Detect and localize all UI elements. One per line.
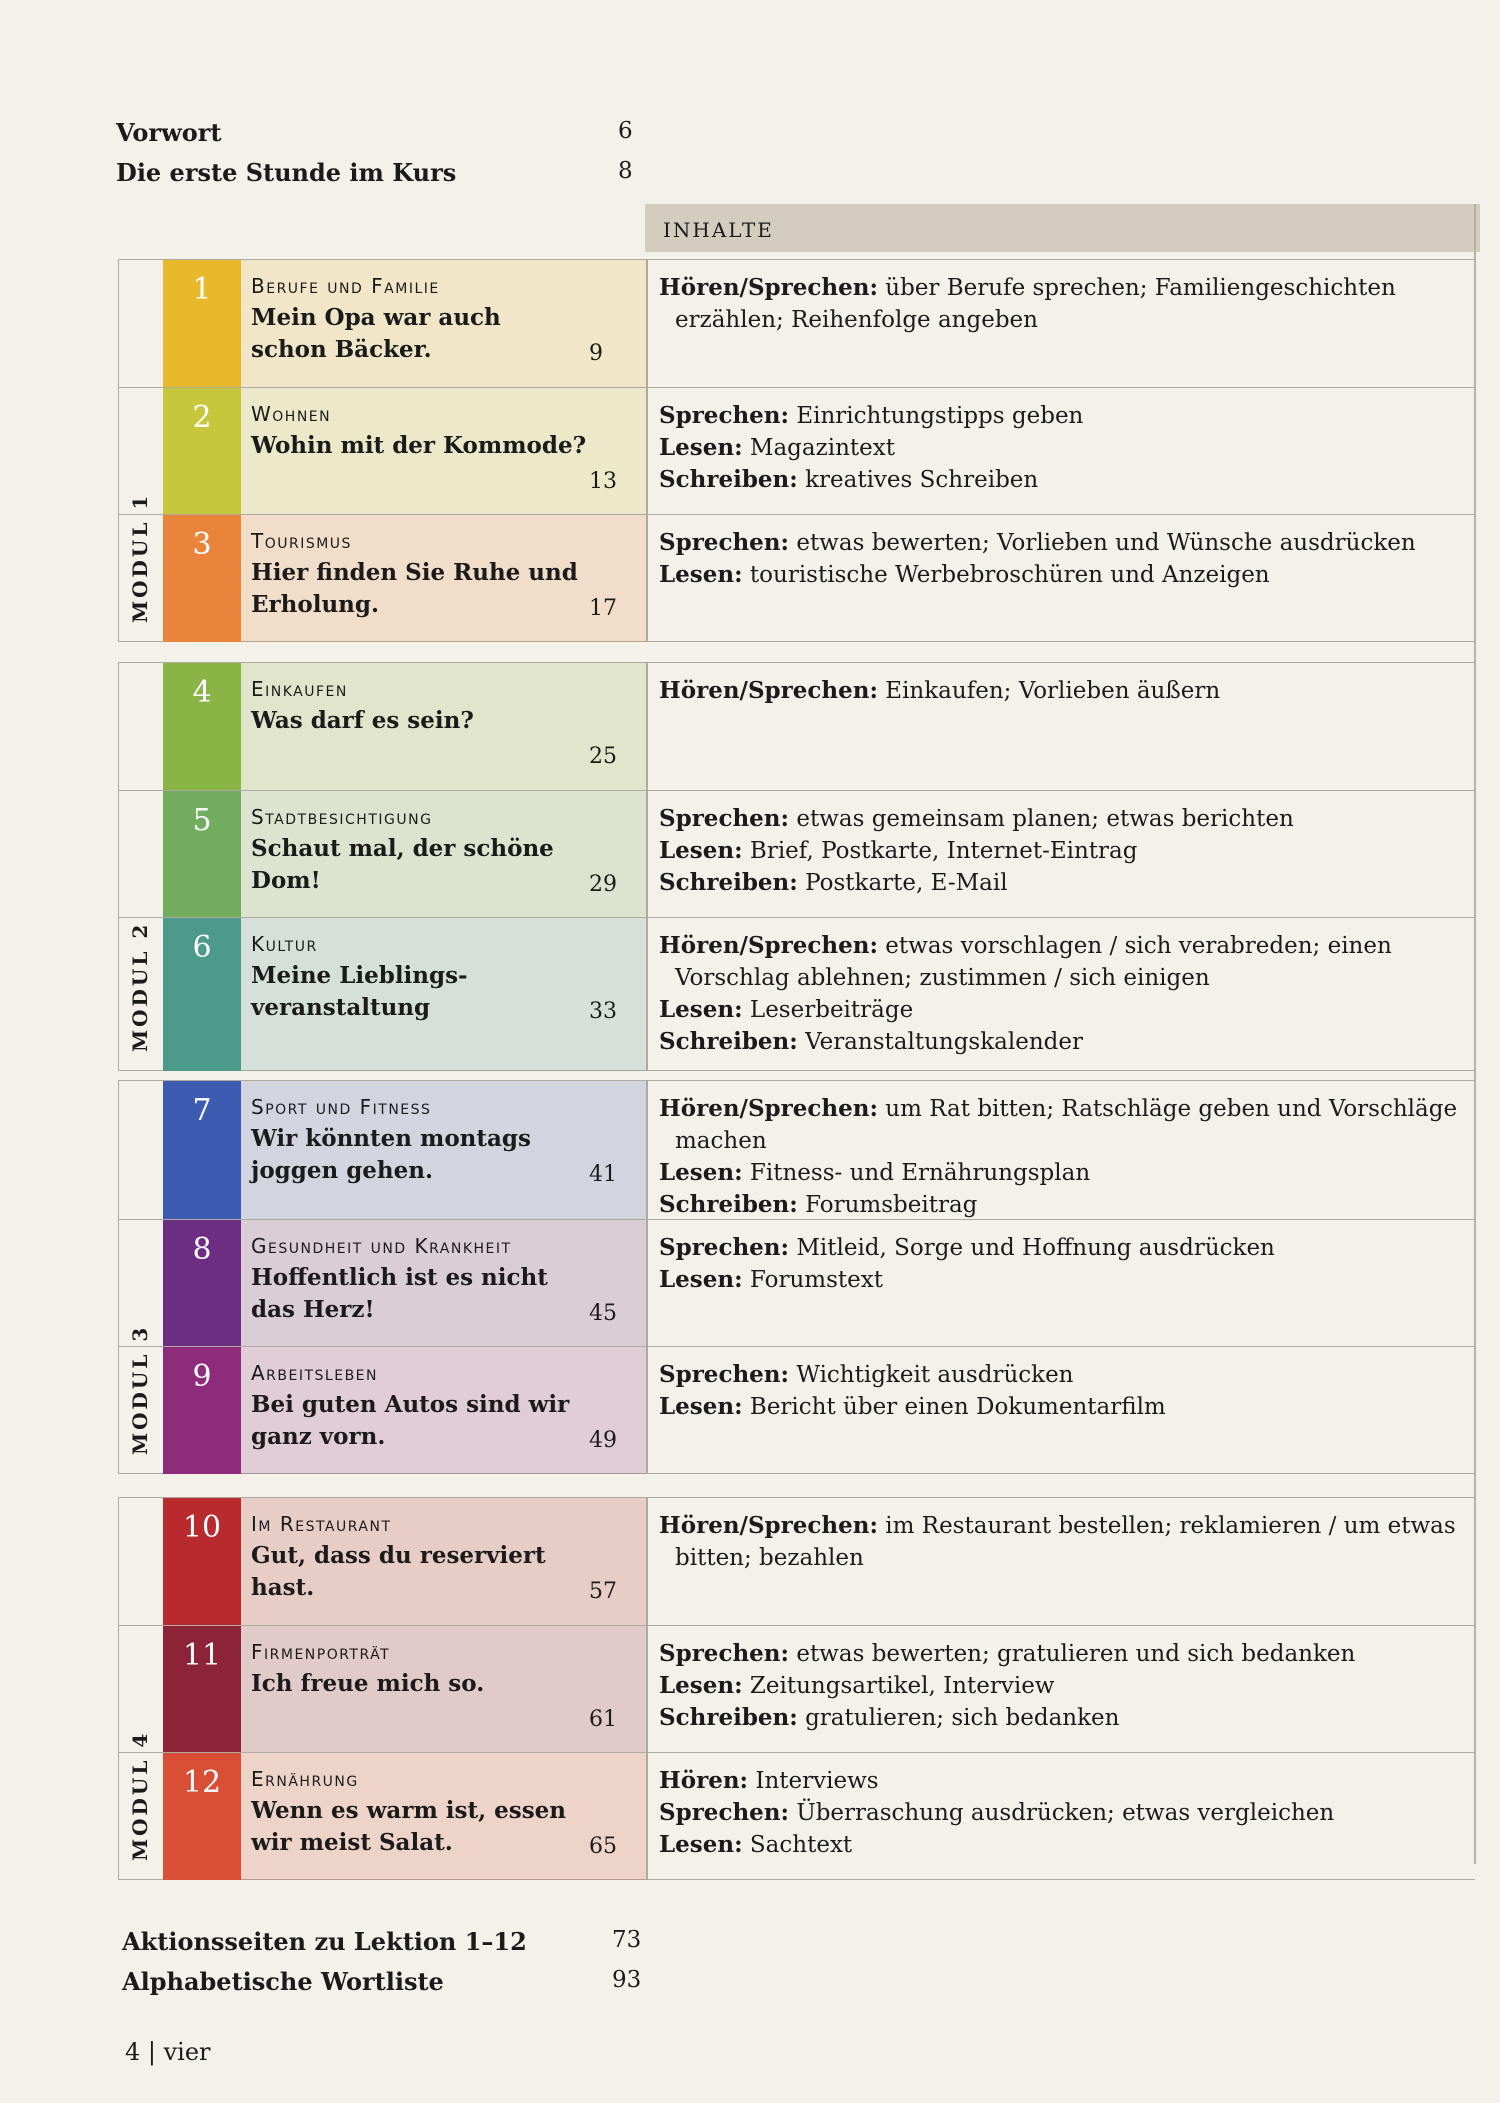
lesson-page-number: 45 (589, 1301, 617, 1326)
content-line (659, 1232, 1459, 1264)
lesson-page-number: 9 (589, 341, 603, 366)
lesson-page-number: 65 (589, 1834, 617, 1859)
content-skill-label: Hören/Sprechen: (659, 677, 878, 704)
content-line (659, 675, 1459, 707)
content-line (659, 930, 1459, 994)
lesson-number: 12 (182, 1765, 222, 1800)
content-skill-text: etwas vorschlagen / sich verabreden; einen Vorschlag ablehnen; zustimmen / sich einigen (675, 933, 1392, 991)
lesson-content (659, 1093, 1459, 1221)
content-line (659, 464, 1459, 496)
lesson-row (119, 1752, 1475, 1880)
content-skill-text: Zeitungsartikel, Interview (749, 1673, 1055, 1699)
inhalte-header-label: INHALTE (663, 218, 774, 242)
content-skill-text: Bericht über einen Dokumentarfilm (749, 1394, 1166, 1420)
content-skill-text: Forumsbeitrag (805, 1192, 978, 1218)
content-skill-text: über Berufe sprechen; Familiengeschichten erzählen; Reihenfolge angeben (675, 275, 1396, 333)
lesson-category: Tourismus (251, 529, 352, 553)
toc-entry-aktionsseiten: Aktionsseiten zu Lektion 1–12 (122, 1927, 527, 1956)
module-block (118, 1080, 1475, 1474)
content-skill-text: im Restaurant bestellen; reklamieren / um etwas bitten; bezahlen (675, 1513, 1456, 1571)
content-skill-text: Forumstext (749, 1267, 883, 1293)
lesson-category: Stadtbesichtigung (251, 805, 433, 829)
content-line (659, 400, 1459, 432)
content-skill-text: etwas gemeinsam planen; etwas berichten (796, 806, 1294, 832)
content-line (659, 1638, 1459, 1670)
content-line (659, 835, 1459, 867)
content-skill-label: Sprechen: (659, 529, 790, 556)
lesson-row (119, 663, 1475, 790)
lesson-number: 5 (192, 803, 212, 838)
lesson-category: Sport und Fitness (251, 1095, 432, 1119)
lesson-page-number: 17 (589, 596, 617, 621)
toc-page-number: 73 (612, 1927, 642, 1953)
lesson-row (119, 1081, 1475, 1219)
column-divider (646, 663, 648, 1070)
module-label-text: MODUL 2 (128, 921, 152, 1052)
lesson-title: Was darf es sein? (251, 707, 474, 734)
content-skill-text: Sachtext (749, 1832, 853, 1858)
lesson-row (119, 1498, 1475, 1625)
content-skill-text: um Rat bitten; Ratschläge geben und Vorschläge machen (675, 1096, 1458, 1154)
content-line (659, 803, 1459, 835)
content-line (659, 272, 1459, 336)
content-line (659, 1765, 1459, 1797)
content-skill-label: Hören: (659, 1767, 749, 1794)
content-skill-label: Lesen: (659, 434, 743, 461)
content-skill-label: Sprechen: (659, 1234, 790, 1261)
content-line (659, 1670, 1459, 1702)
lesson-title: Wenn es warm ist, essen wir meist Salat. (251, 1797, 567, 1856)
content-line (659, 559, 1459, 591)
content-line (659, 1359, 1459, 1391)
content-line (659, 1093, 1459, 1157)
lesson-number: 6 (192, 930, 212, 965)
content-skill-label: Sprechen: (659, 1361, 790, 1388)
content-skill-label: Lesen: (659, 1831, 743, 1858)
content-line (659, 1391, 1459, 1423)
lesson-row (119, 1625, 1475, 1753)
lesson-row (119, 387, 1475, 515)
content-line (659, 1797, 1459, 1829)
lesson-title: Ich freue mich so. (251, 1670, 485, 1697)
module-label-text: MODUL 1 (128, 492, 152, 623)
lesson-row (119, 917, 1475, 1071)
lesson-category: Wohnen (251, 402, 332, 426)
module-block (118, 1497, 1475, 1880)
lesson-content (659, 1359, 1459, 1423)
content-skill-text: Wichtigkeit ausdrücken (796, 1362, 1074, 1388)
content-skill-label: Schreiben: (659, 869, 798, 896)
lesson-number: 7 (192, 1093, 212, 1128)
content-skill-text: etwas bewerten; Vorlieben und Wünsche ausdrücken (796, 530, 1416, 556)
lesson-content (659, 1232, 1459, 1296)
lesson-content (659, 400, 1459, 496)
lesson-title: Wir könnten montags joggen gehen. (251, 1125, 531, 1184)
lesson-number: 9 (192, 1359, 212, 1394)
inhalte-header (645, 204, 1480, 252)
content-skill-text: Brief, Postkarte, Internet-Eintrag (749, 838, 1138, 864)
content-line (659, 1702, 1459, 1734)
lesson-content (659, 930, 1459, 1058)
content-skill-label: Hören/Sprechen: (659, 932, 878, 959)
toc-page-number: 8 (618, 158, 633, 184)
content-skill-label: Sprechen: (659, 1799, 790, 1826)
content-line (659, 1189, 1459, 1221)
content-skill-label: Lesen: (659, 996, 743, 1023)
content-line (659, 432, 1459, 464)
lesson-category: Berufe und Familie (251, 274, 440, 298)
toc-page-number: 93 (612, 1967, 642, 1993)
lesson-category: Arbeitsleben (251, 1361, 378, 1385)
lesson-category: Im Restaurant (251, 1512, 392, 1536)
lesson-content (659, 1638, 1459, 1734)
lesson-title: Schaut mal, der schöne Dom! (251, 835, 554, 894)
content-skill-text: Magazintext (749, 435, 895, 461)
lesson-page-number: 49 (589, 1428, 617, 1453)
content-skill-label: Sprechen: (659, 1640, 790, 1667)
content-skill-text: Mitleid, Sorge und Hoffnung ausdrücken (796, 1235, 1275, 1261)
module-label-text: MODUL 3 (128, 1324, 152, 1455)
lesson-number: 10 (182, 1510, 222, 1545)
content-skill-text: Fitness- und Ernährungsplan (749, 1160, 1091, 1186)
module-block (118, 662, 1475, 1071)
content-skill-label: Hören/Sprechen: (659, 1095, 878, 1122)
content-skill-label: Hören/Sprechen: (659, 1512, 878, 1539)
content-skill-label: Lesen: (659, 1393, 743, 1420)
lesson-page-number: 13 (589, 469, 617, 494)
content-line (659, 1510, 1459, 1574)
content-skill-text: Überraschung ausdrücken; etwas vergleichen (796, 1800, 1335, 1826)
content-line (659, 867, 1459, 899)
content-skill-text: Postkarte, E-Mail (805, 870, 1008, 896)
content-skill-text: gratulieren; sich bedanken (805, 1705, 1120, 1731)
lesson-title: Meine Lieblings- veranstaltung (251, 962, 468, 1021)
content-skill-label: Schreiben: (659, 1028, 798, 1055)
content-skill-text: Leserbeiträge (749, 997, 914, 1023)
lesson-title: Hier finden Sie Ruhe und Erholung. (251, 559, 578, 618)
lesson-row (119, 514, 1475, 642)
toc-entry-wortliste: Alphabetische Wortliste (122, 1967, 444, 1996)
lesson-page-number: 29 (589, 872, 617, 897)
lesson-title: Mein Opa war auch schon Bäcker. (251, 304, 501, 363)
lesson-number: 2 (192, 400, 212, 435)
lesson-page-number: 33 (589, 999, 617, 1024)
lesson-row (119, 260, 1475, 387)
content-line (659, 994, 1459, 1026)
content-skill-label: Schreiben: (659, 466, 798, 493)
lesson-page-number: 25 (589, 744, 617, 769)
content-skill-label: Lesen: (659, 837, 743, 864)
content-skill-text: touristische Werbebroschüren und Anzeigen (749, 562, 1270, 588)
content-skill-label: Lesen: (659, 1159, 743, 1186)
lesson-number: 3 (192, 527, 212, 562)
toc-entry-vorwort: Vorwort (116, 118, 222, 147)
lesson-number: 4 (192, 675, 212, 710)
module-block (118, 259, 1475, 642)
toc-page-number: 6 (618, 118, 633, 144)
content-skill-label: Schreiben: (659, 1704, 798, 1731)
content-line (659, 1264, 1459, 1296)
content-skill-label: Sprechen: (659, 805, 790, 832)
content-skill-label: Lesen: (659, 561, 743, 588)
content-skill-label: Sprechen: (659, 402, 790, 429)
lesson-category: Einkaufen (251, 677, 348, 701)
content-skill-text: Interviews (755, 1768, 879, 1794)
lesson-row (119, 1219, 1475, 1347)
module-label-text: MODUL 4 (128, 1730, 152, 1861)
column-divider (646, 260, 648, 641)
content-skill-text: Veranstaltungskalender (805, 1029, 1083, 1055)
lesson-category: Firmenporträt (251, 1640, 391, 1664)
lesson-number: 8 (192, 1232, 212, 1267)
column-divider (646, 1081, 648, 1473)
toc-entry-erste-stunde: Die erste Stunde im Kurs (116, 158, 457, 187)
lesson-category: Kultur (251, 932, 318, 956)
lesson-row (119, 1346, 1475, 1474)
column-divider (646, 1498, 648, 1879)
lesson-number: 11 (182, 1638, 222, 1673)
content-skill-text: Einrichtungstipps geben (796, 403, 1084, 429)
content-skill-label: Lesen: (659, 1672, 743, 1699)
lesson-title: Wohin mit der Kommode? (251, 432, 587, 459)
lesson-content (659, 675, 1459, 707)
lesson-content (659, 1510, 1459, 1574)
content-line (659, 1026, 1459, 1058)
content-line (659, 1157, 1459, 1189)
lesson-category: Ernährung (251, 1767, 359, 1791)
content-skill-label: Schreiben: (659, 1191, 798, 1218)
lesson-page-number: 61 (589, 1707, 617, 1732)
page-footer: 4 | vier (125, 2038, 211, 2066)
content-line (659, 527, 1459, 559)
lesson-category: Gesundheit und Krankheit (251, 1234, 512, 1258)
lesson-content (659, 1765, 1459, 1861)
lesson-number: 1 (192, 272, 212, 307)
lesson-content (659, 527, 1459, 591)
lesson-content (659, 803, 1459, 899)
lesson-title: Hoffentlich ist es nicht das Herz! (251, 1264, 548, 1323)
content-skill-text: Einkaufen; Vorlieben äußern (885, 678, 1221, 704)
lesson-page-number: 57 (589, 1579, 617, 1604)
content-skill-text: etwas bewerten; gratulieren und sich bedanken (796, 1641, 1356, 1667)
content-skill-label: Lesen: (659, 1266, 743, 1293)
lesson-content (659, 272, 1459, 336)
lesson-row (119, 790, 1475, 918)
lesson-page-number: 41 (589, 1162, 617, 1187)
content-skill-label: Hören/Sprechen: (659, 274, 878, 301)
lesson-title: Gut, dass du reserviert hast. (251, 1542, 546, 1601)
lesson-title: Bei guten Autos sind wir ganz vorn. (251, 1391, 570, 1450)
content-line (659, 1829, 1459, 1861)
content-skill-text: kreatives Schreiben (805, 467, 1039, 493)
